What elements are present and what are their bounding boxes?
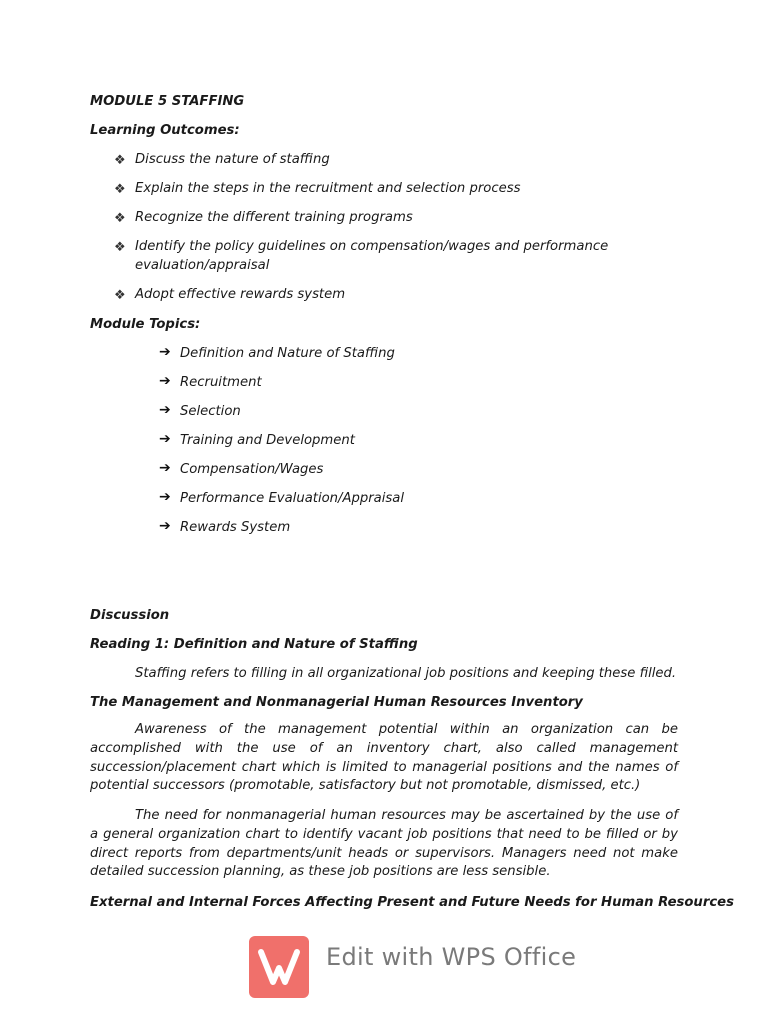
topic-item: Definition and Nature of Staffing bbox=[180, 346, 395, 361]
outcome-item-continuation: evaluation/appraisal bbox=[135, 258, 270, 273]
topic-item: Performance Evaluation/Appraisal bbox=[180, 491, 405, 506]
paragraph: The need for nonmanagerial human resources may be ascertained by the use of a general organization chart to identify vacant job positions that need to be filled or by direct reports from departments/unit heads or supervisors. Managers need not make detailed succession planning, as these job positions are less sensible. bbox=[90, 808, 678, 880]
outcome-item: Discuss the nature of staffing bbox=[135, 152, 330, 167]
bullet-icon: ❖ bbox=[114, 240, 126, 255]
arrow-right-icon: ➔ bbox=[159, 518, 171, 534]
arrow-right-icon: ➔ bbox=[159, 489, 171, 505]
outcome-item: Recognize the different training programs bbox=[135, 210, 413, 225]
bullet-icon: ❖ bbox=[114, 211, 126, 226]
reading-text: Staffing refers to filling in all organizational job positions and keeping these filled. bbox=[135, 666, 677, 681]
bullet-icon: ❖ bbox=[114, 182, 126, 197]
module-title: MODULE 5 STAFFING bbox=[90, 94, 245, 109]
topic-item: Training and Development bbox=[180, 433, 355, 448]
outcome-item: Identify the policy guidelines on compensation/wages and performance bbox=[135, 239, 609, 254]
wps-logo-glyph bbox=[249, 936, 309, 998]
arrow-right-icon: ➔ bbox=[159, 460, 171, 476]
section-heading: External and Internal Forces Affecting Present and Future Needs for Human Resources bbox=[90, 895, 734, 910]
bullet-icon: ❖ bbox=[114, 153, 126, 168]
learning-outcomes-heading: Learning Outcomes: bbox=[90, 123, 240, 138]
paragraph: Awareness of the management potential within an organization can be accomplished with the use of an inventory chart, also called management succession/placement chart which is limited to managerial positions and the names of potential successors (promotable, satisfactory but not promotable, dismissed, etc.) bbox=[90, 722, 678, 794]
wps-office-logo-icon[interactable] bbox=[249, 936, 309, 998]
topic-item: Rewards System bbox=[180, 520, 291, 535]
topic-item: Selection bbox=[180, 404, 241, 419]
discussion-heading: Discussion bbox=[90, 608, 170, 623]
outcome-item: Explain the steps in the recruitment and selection process bbox=[135, 181, 521, 196]
topic-item: Compensation/Wages bbox=[180, 462, 324, 477]
arrow-right-icon: ➔ bbox=[159, 431, 171, 447]
arrow-right-icon: ➔ bbox=[159, 344, 171, 360]
arrow-right-icon: ➔ bbox=[159, 373, 171, 389]
section-heading: The Management and Nonmanagerial Human Resources Inventory bbox=[90, 695, 583, 710]
topic-item: Recruitment bbox=[180, 375, 262, 390]
wps-edit-link[interactable]: Edit with WPS Office bbox=[326, 943, 577, 971]
arrow-right-icon: ➔ bbox=[159, 402, 171, 418]
outcome-item: Adopt effective rewards system bbox=[135, 287, 346, 302]
bullet-icon: ❖ bbox=[114, 288, 126, 303]
reading-heading: Reading 1: Definition and Nature of Staffing bbox=[90, 637, 418, 652]
module-topics-heading: Module Topics: bbox=[90, 317, 201, 332]
